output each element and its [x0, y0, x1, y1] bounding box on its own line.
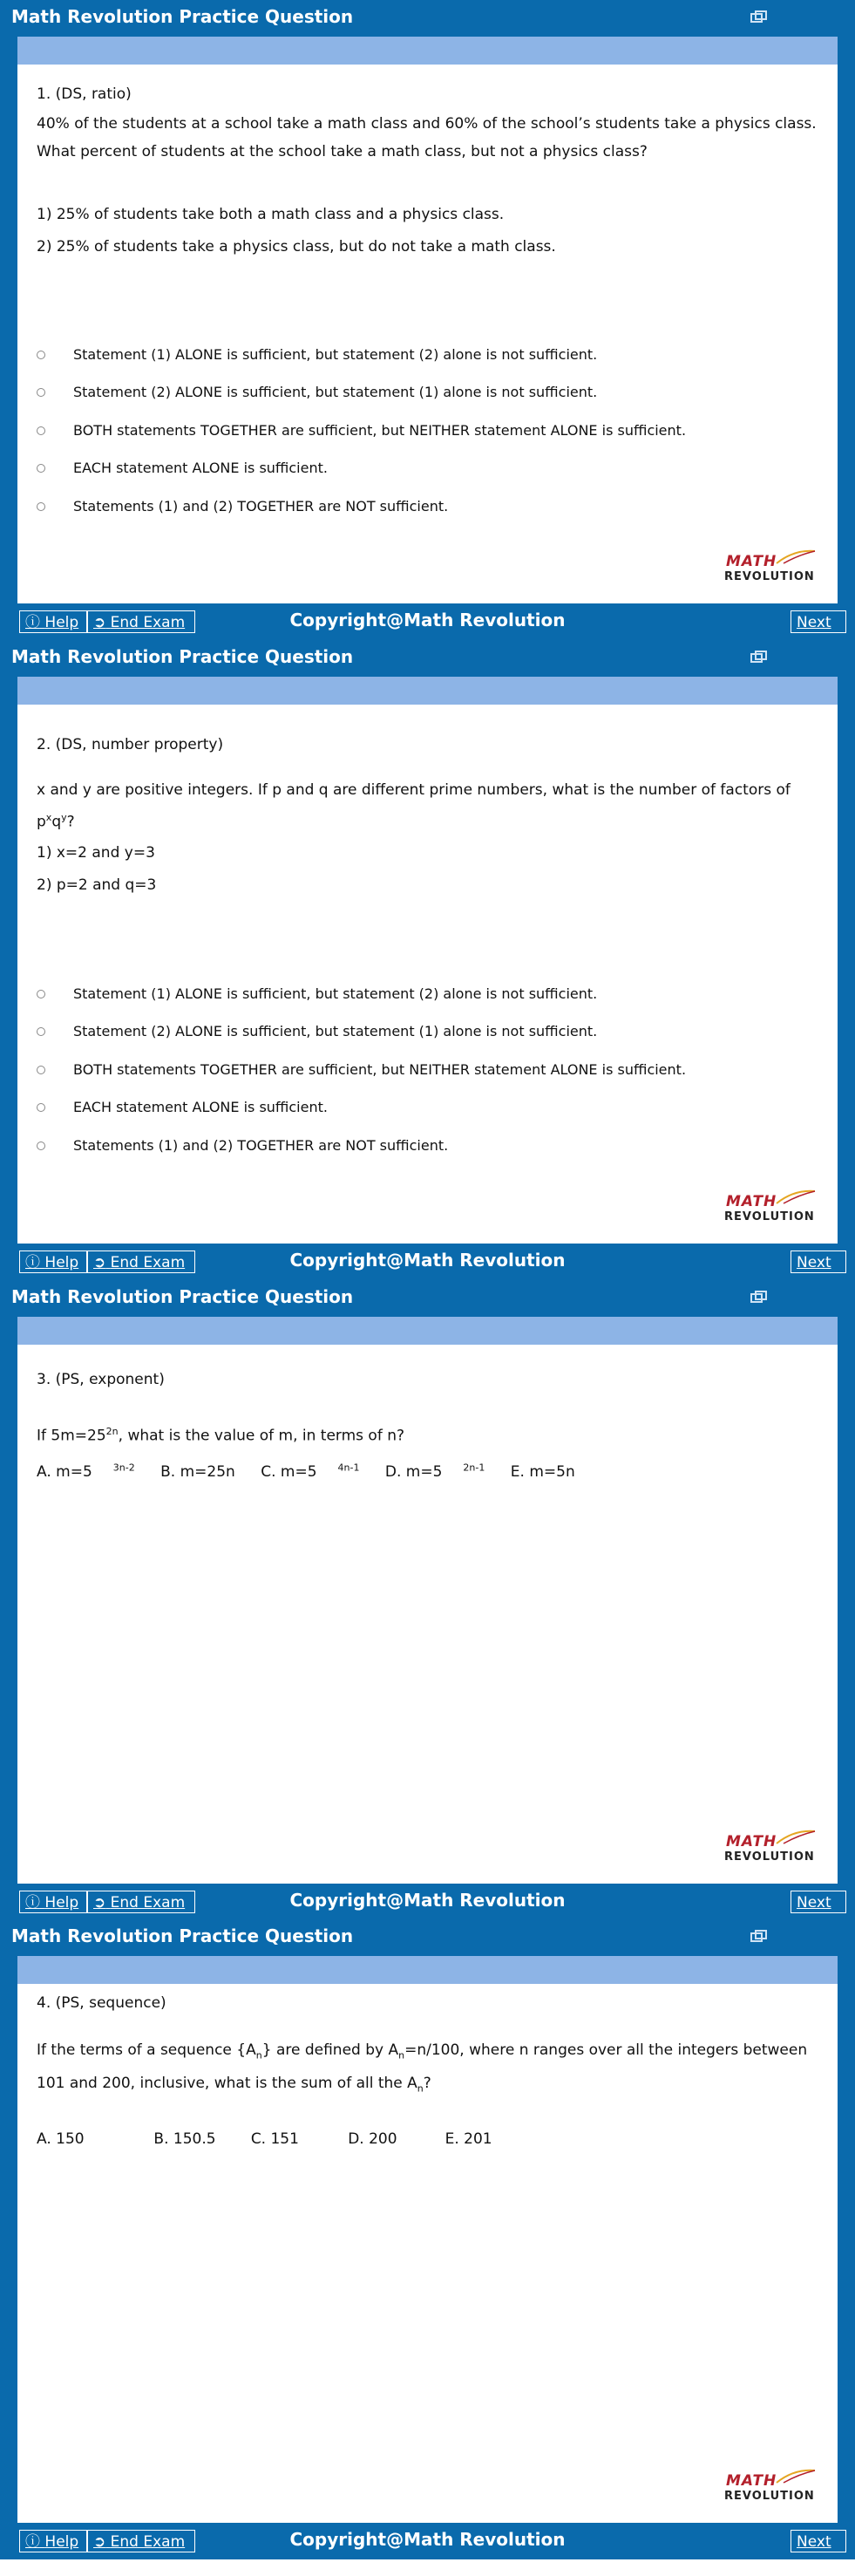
- next-button[interactable]: Next: [791, 610, 846, 633]
- radio-icon[interactable]: [37, 1103, 45, 1112]
- window-restore-icon[interactable]: [750, 651, 768, 664]
- help-icon: ⓘ: [25, 1894, 40, 1912]
- help-button[interactable]: ⓘ Help: [19, 1251, 87, 1273]
- question-panel-3: [0, 1280, 855, 1920]
- choice-c[interactable]: C. m=5 $^{4n-1}$: [261, 1462, 360, 1481]
- answer-option-a[interactable]: Statement (1) ALONE is sufficient, but statement (2) alone is not sufficient.: [37, 985, 597, 1002]
- help-button[interactable]: ⓘ Help: [19, 2530, 87, 2552]
- window-title: Math Revolution Practice Question: [11, 6, 354, 27]
- question-panel-1: [0, 0, 855, 640]
- left-frame: [0, 1956, 17, 2523]
- footer-bar: [0, 2523, 855, 2573]
- right-frame: [838, 677, 855, 1244]
- math-revolution-logo: MATH REVOLUTION: [724, 553, 820, 588]
- answer-option-c[interactable]: BOTH statements TOGETHER are sufficient, but NEITHER statement ALONE is sufficient.: [37, 422, 686, 439]
- radio-icon[interactable]: [37, 1027, 45, 1036]
- help-icon: ⓘ: [25, 2533, 40, 2551]
- help-icon: ⓘ: [25, 1254, 40, 1271]
- end-exam-button[interactable]: ➲ End Exam: [87, 2530, 195, 2552]
- radio-icon[interactable]: [37, 351, 45, 359]
- answer-option-b[interactable]: Statement (2) ALONE is sufficient, but statement (1) alone is not sufficient.: [37, 1023, 597, 1039]
- help-icon: ⓘ: [25, 614, 40, 631]
- end-exam-button[interactable]: ➲ End Exam: [87, 610, 195, 633]
- window-title: Math Revolution Practice Question: [11, 1925, 354, 1946]
- answer-option-d[interactable]: EACH statement ALONE is sufficient.: [37, 460, 328, 476]
- exit-icon: ➲: [93, 1894, 106, 1912]
- logo-swoosh-icon: [775, 548, 818, 567]
- radio-icon[interactable]: [37, 1066, 45, 1074]
- radio-icon[interactable]: [37, 388, 45, 397]
- radio-icon[interactable]: [37, 1141, 45, 1150]
- question-header: 1. (DS, ratio): [37, 85, 132, 103]
- question-panel-2: [0, 640, 855, 1280]
- answer-choices: [37, 2130, 513, 2148]
- exit-icon: ➲: [93, 1254, 106, 1271]
- question-content: [17, 1984, 838, 2523]
- answer-option-a[interactable]: Statement (1) ALONE is sufficient, but statement (2) alone is not sufficient.: [37, 346, 597, 363]
- right-frame: [838, 37, 855, 603]
- answer-option-e[interactable]: Statements (1) and (2) TOGETHER are NOT sufficient.: [37, 1137, 448, 1154]
- left-frame: [0, 677, 17, 1244]
- next-button[interactable]: Next: [791, 1891, 846, 1913]
- help-button[interactable]: ⓘ Help: [19, 610, 87, 633]
- statement-2: 2) p=2 and q=3: [37, 876, 157, 894]
- window-restore-icon[interactable]: [750, 1930, 768, 1944]
- end-exam-button[interactable]: ➲ End Exam: [87, 1891, 195, 1913]
- radio-icon[interactable]: [37, 426, 45, 435]
- logo-swoosh-icon: [775, 2467, 818, 2486]
- question-header: 4. (PS, sequence): [37, 1994, 166, 2012]
- next-button[interactable]: Next: [791, 1251, 846, 1273]
- question-header: 3. (PS, exponent): [37, 1371, 165, 1388]
- title-bar: [0, 0, 855, 37]
- exit-icon: ➲: [93, 2533, 106, 2551]
- sub-toolbar: [17, 677, 838, 705]
- radio-icon[interactable]: [37, 990, 45, 998]
- question-panel-4: [0, 1919, 855, 2573]
- sub-toolbar: [17, 1956, 838, 1984]
- question-stem: 40% of the students at a school take a math class and 60% of the school’s students take a physics class. What percent of students at the school take a math class, but not a physics class?: [37, 115, 817, 160]
- choice-e[interactable]: E. m=5n: [510, 1462, 575, 1481]
- arrow-right-icon: ➜: [797, 2556, 810, 2573]
- question-stem: If $5m=25^{2n}$, what is the value of m, in terms of n?: [37, 1426, 405, 1445]
- choice-a[interactable]: A. 150: [37, 2130, 85, 2148]
- left-frame: [0, 1317, 17, 1884]
- choice-c[interactable]: C. 151: [250, 2130, 299, 2148]
- title-bar: [0, 640, 855, 677]
- choice-b[interactable]: B. m=25n: [160, 1462, 235, 1481]
- math-revolution-logo: MATH REVOLUTION: [724, 2472, 820, 2507]
- exit-icon: ➲: [93, 614, 106, 631]
- answer-option-e[interactable]: Statements (1) and (2) TOGETHER are NOT sufficient.: [37, 498, 448, 515]
- choice-e[interactable]: E. 201: [444, 2130, 492, 2148]
- title-bar: [0, 1280, 855, 1317]
- math-revolution-logo: MATH REVOLUTION: [724, 1833, 820, 1868]
- title-bar: [0, 1919, 855, 1956]
- question-content: [17, 65, 838, 603]
- window-restore-icon[interactable]: [750, 10, 768, 24]
- answer-option-d[interactable]: EACH statement ALONE is sufficient.: [37, 1099, 328, 1115]
- sub-toolbar: [17, 1317, 838, 1345]
- next-button[interactable]: Next ➜: [791, 2530, 846, 2552]
- sub-toolbar: [17, 37, 838, 65]
- statement-1: 1) 25% of students take both a math class and a physics class.: [37, 206, 505, 223]
- logo-swoosh-icon: [775, 1188, 818, 1207]
- footer-bar: [0, 1884, 855, 1920]
- radio-icon[interactable]: [37, 464, 45, 473]
- statement-2: 2) 25% of students take a physics class, but do not take a math class.: [37, 238, 556, 256]
- question-stem: x and y are positive integers. If p and q are different prime numbers, what is the number of factors of $p^xq^y$?: [37, 781, 791, 831]
- logo-swoosh-icon: [775, 1828, 818, 1847]
- left-frame: [0, 37, 17, 603]
- footer-bar: [0, 603, 855, 640]
- answer-choices: [37, 1462, 596, 1481]
- choice-a[interactable]: A. m=5 $^{3n-2}$: [37, 1462, 135, 1481]
- math-revolution-logo: MATH REVOLUTION: [724, 1193, 820, 1228]
- end-exam-button[interactable]: ➲ End Exam: [87, 1251, 195, 1273]
- copyright-text: Copyright@Math Revolution: [289, 1890, 566, 1911]
- window-title: Math Revolution Practice Question: [11, 1286, 354, 1307]
- answer-option-b[interactable]: Statement (2) ALONE is sufficient, but statement (1) alone is not sufficient.: [37, 384, 597, 400]
- window-title: Math Revolution Practice Question: [11, 646, 354, 667]
- question-stem: If the terms of a sequence $\{A_n\}$ are defined by $A_n=n/100$, where n ranges over all the integers between 101 and 200, inclusive, what is the sum of all the $A_n$?: [37, 2041, 808, 2095]
- footer-bar: [0, 1244, 855, 1280]
- help-button[interactable]: ⓘ Help: [19, 1891, 87, 1913]
- copyright-text: Copyright@Math Revolution: [289, 610, 566, 630]
- choice-b[interactable]: B. 150.5: [153, 2130, 216, 2148]
- statement-1: 1) x=2 and y=3: [37, 844, 155, 862]
- question-content: [17, 1345, 838, 1884]
- copyright-text: Copyright@Math Revolution: [289, 1250, 566, 1271]
- right-frame: [838, 1956, 855, 2523]
- question-content: [17, 705, 838, 1244]
- choice-d[interactable]: D. m=5 $^{2n-1}$: [384, 1462, 485, 1481]
- radio-icon[interactable]: [37, 502, 45, 511]
- answer-option-c[interactable]: BOTH statements TOGETHER are sufficient, but NEITHER statement ALONE is sufficient.: [37, 1061, 686, 1078]
- choice-d[interactable]: D. 200: [348, 2130, 397, 2148]
- window-restore-icon[interactable]: [750, 1291, 768, 1305]
- right-frame: [838, 1317, 855, 1884]
- copyright-text: Copyright@Math Revolution: [289, 2529, 566, 2550]
- question-header: 2. (DS, number property): [37, 736, 224, 753]
